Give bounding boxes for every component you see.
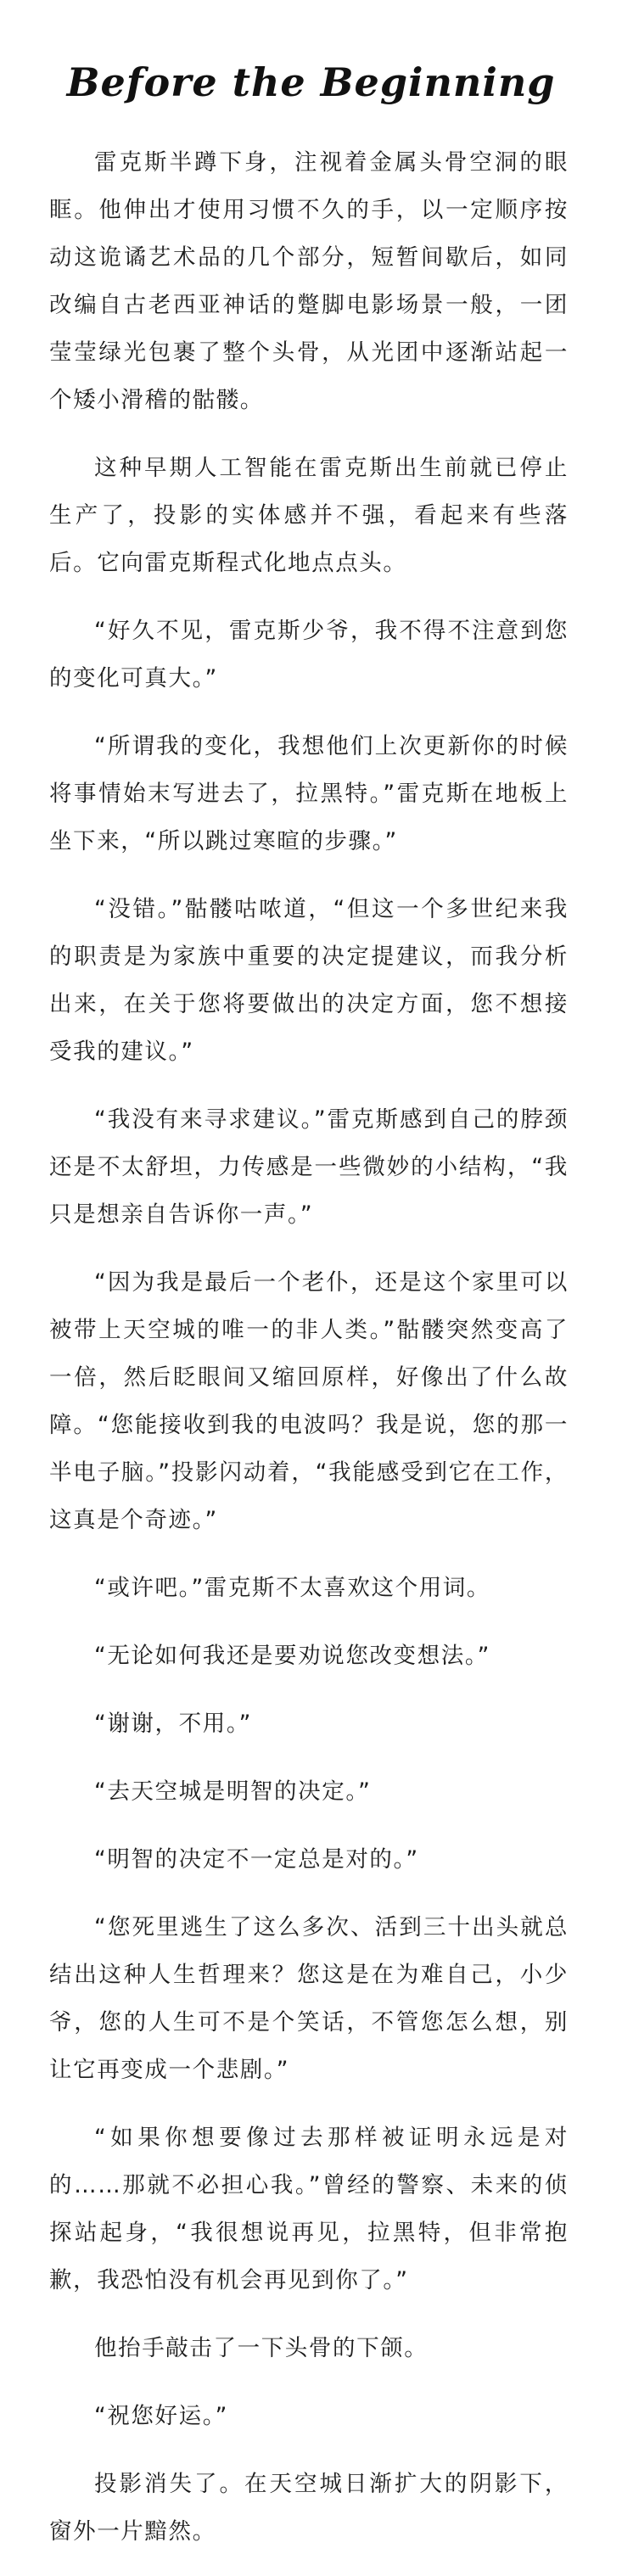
paragraph: 这种早期人工智能在雷克斯出生前就已停止生产了，投影的实体感并不强，看起来有些落后。它向雷克斯程式化地点点头。 — [49, 455, 569, 576]
paragraph: “如果你想要像过去那样被证明永远是对的……那就不必担心我。”曾经的警察、未来的侦探站起身，“我很想说再见，拉黑特，但非常抱歉，我恐怕没有机会再见到你了。” — [49, 2125, 569, 2293]
paragraph: “祝您好运。” — [94, 2403, 228, 2429]
article-body — [49, 139, 569, 2576]
paragraph: “去天空城是明智的决定。” — [94, 1778, 372, 1805]
paragraph: “因为我是最后一个老仆，还是这个家里可以被带上天空城的唯一的非人类。”骷髅突然变高了一倍，然后眨眼间又缩回原样，好像出了什么故障。“您能接收到我的电波吗？我是说，您的那一半电子脑。”投影闪动着，“我能感受到它在工作，这真是个奇迹。” — [49, 1269, 569, 1533]
paragraph: “明智的决定不一定总是对的。” — [94, 1846, 419, 1873]
paragraph: “没错。”骷髅咕哝道，“但这一个多世纪来我的职责是为家族中重要的决定提建议，而我分析出来，在关于您将要做出的决定方面，您不想接受我的建议。” — [49, 896, 569, 1065]
paragraph: “或许吧。”雷克斯不太喜欢这个用词。 — [94, 1575, 491, 1601]
paragraph: 投影消失了。在天空城日渐扩大的阴影下，窗外一片黯然。 — [49, 2471, 569, 2545]
paragraph: “无论如何我还是要劝说您改变想法。” — [94, 1643, 491, 1669]
paragraph: “我没有来寻求建议。”雷克斯感到自己的脖颈还是不太舒坦，力传感是一些微妙的小结构，“我只是想亲自告诉你一声。” — [49, 1106, 569, 1228]
paragraph: “谢谢，不用。” — [94, 1711, 253, 1737]
paragraph: “好久不见，雷克斯少爷，我不得不注意到您的变化可真大。” — [49, 618, 569, 692]
paragraph: “所谓我的变化，我想他们上次更新你的时候将事情始末写进去了，拉黑特。”雷克斯在地板上坐下来，“所以跳过寒暄的步骤。” — [49, 733, 569, 854]
paragraph: 他抬手敲击了一下头骨的下颌。 — [94, 2335, 429, 2361]
page-title: Before the Beginning — [66, 59, 556, 105]
paragraph: “您死里逃生了这么多次、活到三十出头就总结出这种人生哲理来？您这是在为难自己，小少爷，您的人生可不是个笑话，不管您怎么想，别让它再变成一个悲剧。” — [49, 1914, 569, 2083]
paragraph: 雷克斯半蹲下身，注视着金属头骨空洞的眼眶。他伸出才使用习惯不久的手，以一定顺序按动这诡谲艺术品的几个部分，短暂间歇后，如同改编自古老西亚神话的蹩脚电影场景一般，一团莹莹绿光包裹了整个头骨，从光团中逐渐站起一个矮小滑稽的骷髅。 — [49, 149, 569, 413]
